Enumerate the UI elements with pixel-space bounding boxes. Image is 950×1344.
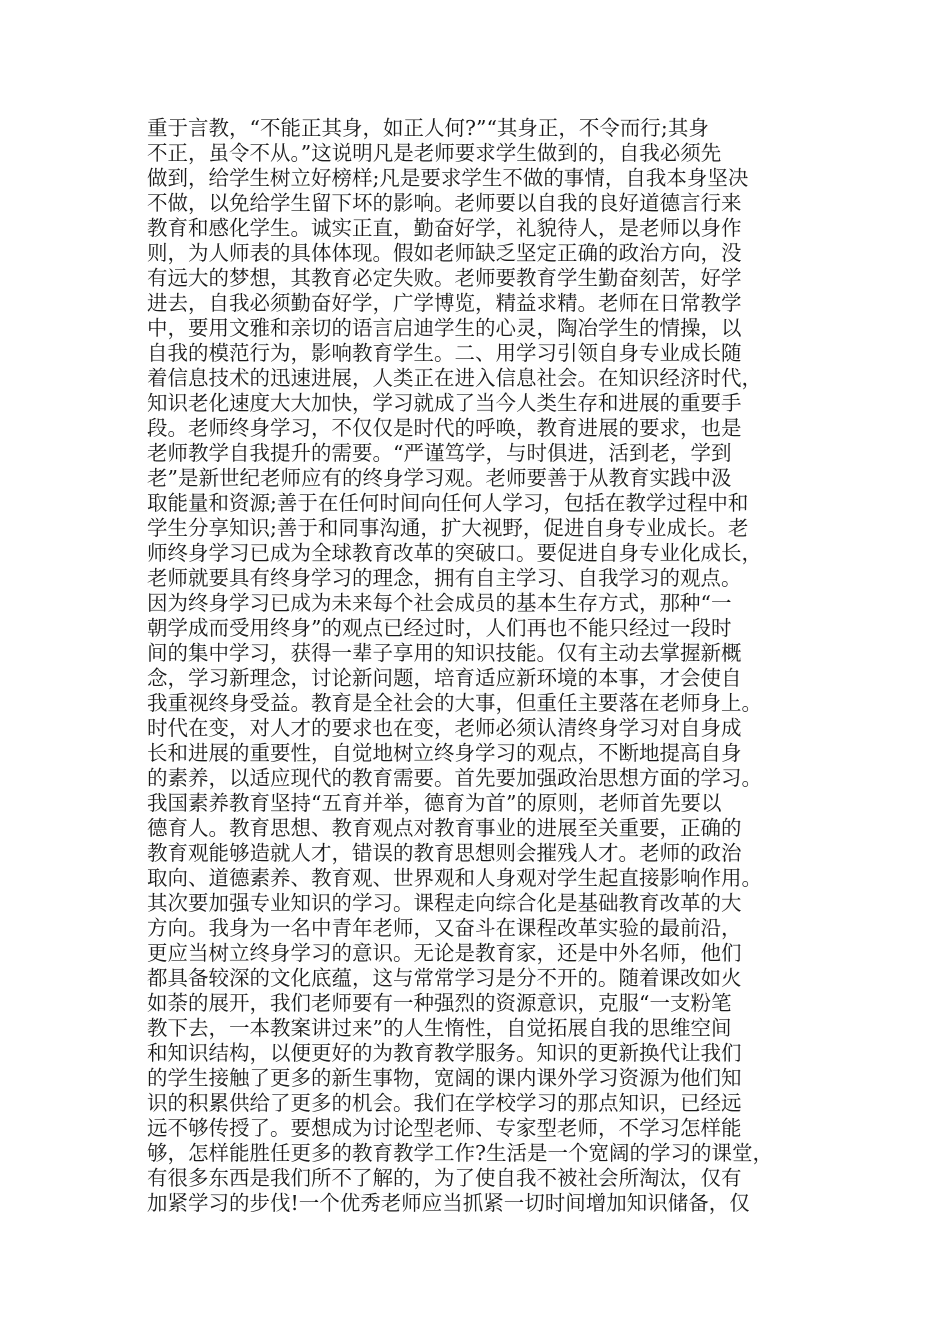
- text-line: 知识老化速度大大加快，学习就成了当今人类生存和进展的重要手: [147, 391, 742, 415]
- text-line: 的素养，以适应现代的教育需要。首先要加强政治思想方面的学习。: [147, 766, 762, 790]
- text-line: 不正，虽令不从。”这说明凡是老师要求学生做到的，自我必须先: [147, 141, 722, 165]
- text-line: 都具备较深的文化底蕴，这与常常学习是分不开的。随着课改如火: [147, 966, 742, 990]
- text-line: 取能量和资源;善于在任何时间向任何人学习，包括在教学过程中和: [147, 491, 749, 515]
- text-line: 远不够传授了。要想成为讨论型老师、专家型老师，不学习怎样能: [147, 1116, 742, 1140]
- text-line: 教育和感化学生。诚实正直，勤奋好学，礼貌待人，是老师以身作: [147, 216, 742, 240]
- text-line: 加紧学习的步伐!一个优秀老师应当抓紧一切时间增加知识储备，仅: [147, 1191, 750, 1215]
- text-line: 其次要加强专业知识的学习。课程走向综合化是基础教育改革的大: [147, 891, 742, 915]
- text-line: 的学生接触了更多的新生事物，宽阔的课内课外学习资源为他们知: [147, 1066, 742, 1090]
- text-line: 有很多东西是我们所不了解的，为了使自我不被社会所淘汰，仅有: [147, 1166, 742, 1190]
- text-line: 教下去，一本教案讲过来”的人生惰性，自觉拓展自我的思维空间: [147, 1016, 732, 1040]
- text-line: 老师教学自我提升的需要。“严谨笃学，与时俱进，活到老，学到: [147, 441, 732, 465]
- text-line: 我重视终身受益。教育是全社会的大事，但重任主要落在老师身上。: [147, 691, 762, 715]
- text-line: 自我的模范行为，影响教育学生。二、用学习引领自身专业成长随: [147, 341, 742, 365]
- text-line: 德育人。教育思想、教育观点对教育事业的进展至关重要，正确的: [147, 816, 742, 840]
- text-line: 不做，以免给学生留下坏的影响。老师要以自我的良好道德言行来: [147, 191, 742, 215]
- text-line: 和知识结构，以便更好的为教育教学服务。知识的更新换代让我们: [147, 1041, 742, 1065]
- text-line: 老师就要具有终身学习的理念，拥有自主学习、自我学习的观点。: [147, 566, 742, 590]
- text-line: 够，怎样能胜任更多的教育教学工作?生活是一个宽阔的学习的课堂，: [147, 1141, 773, 1165]
- text-line: 方向。我身为一名中青年老师，又奋斗在课程改革实验的最前沿，: [147, 916, 742, 940]
- text-line: 因为终身学习已成为未来每个社会成员的基本生存方式，那种“一: [147, 591, 732, 615]
- text-line: 时代在变，对人才的要求也在变，老师必须认清终身学习对自身成: [147, 716, 742, 740]
- text-line: 学生分享知识;善于和同事沟通，扩大视野，促进自身专业成长。老: [147, 516, 749, 540]
- text-line: 进去，自我必须勤奋好学，广学博览，精益求精。老师在日常教学: [147, 291, 742, 315]
- text-line: 有远大的梦想，其教育必定失败。老师要教育学生勤奋刻苦，好学: [147, 266, 742, 290]
- text-line: 段。老师终身学习，不仅仅是时代的呼唤，教育进展的要求，也是: [147, 416, 742, 440]
- text-line: 我国素养教育坚持“五育并举，德育为首”的原则，老师首先要以: [147, 791, 722, 815]
- text-line: 朝学成而受用终身”的观点已经过时，人们再也不能只经过一段时: [147, 616, 732, 640]
- text-line: 做到，给学生树立好榜样;凡是要求学生不做的事情，自我本身坚决: [147, 166, 749, 190]
- text-line: 师终身学习已成为全球教育改革的突破口。要促进自身专业化成长，: [147, 541, 762, 565]
- text-line: 念，学习新理念，讨论新问题，培育适应新环境的本事，才会使自: [147, 666, 742, 690]
- text-line: 如荼的展开，我们老师要有一种强烈的资源意识，克服“一支粉笔: [147, 991, 732, 1015]
- text-line: 中，要用文雅和亲切的语言启迪学生的心灵，陶冶学生的情操，以: [147, 316, 742, 340]
- text-line: 教育观能够造就人才，错误的教育思想则会摧残人才。老师的政治: [147, 841, 742, 865]
- text-line: 长和进展的重要性，自觉地树立终身学习的观点，不断地提高自身: [147, 741, 742, 765]
- body-text: [147, 116, 827, 1216]
- text-line: 则，为人师表的具体体现。假如老师缺乏坚定正确的政治方向，没: [147, 241, 742, 265]
- text-line: 更应当树立终身学习的意识。无论是教育家，还是中外名师，他们: [147, 941, 742, 965]
- text-line: 重于言教，“不能正其身，如正人何?”“其身正，不令而行;其身: [147, 116, 709, 140]
- text-line: 着信息技术的迅速进展，人类正在进入信息社会。在知识经济时代，: [147, 366, 762, 390]
- text-line: 老”是新世纪老师应有的终身学习观。老师要善于从教育实践中汲: [147, 466, 732, 490]
- text-line: 间的集中学习，获得一辈子享用的知识技能。仅有主动去掌握新概: [147, 641, 742, 665]
- text-line: 识的积累供给了更多的机会。我们在学校学习的那点知识，已经远: [147, 1091, 742, 1115]
- text-line: 取向、道德素养、教育观、世界观和人身观对学生起直接影响作用。: [147, 866, 762, 890]
